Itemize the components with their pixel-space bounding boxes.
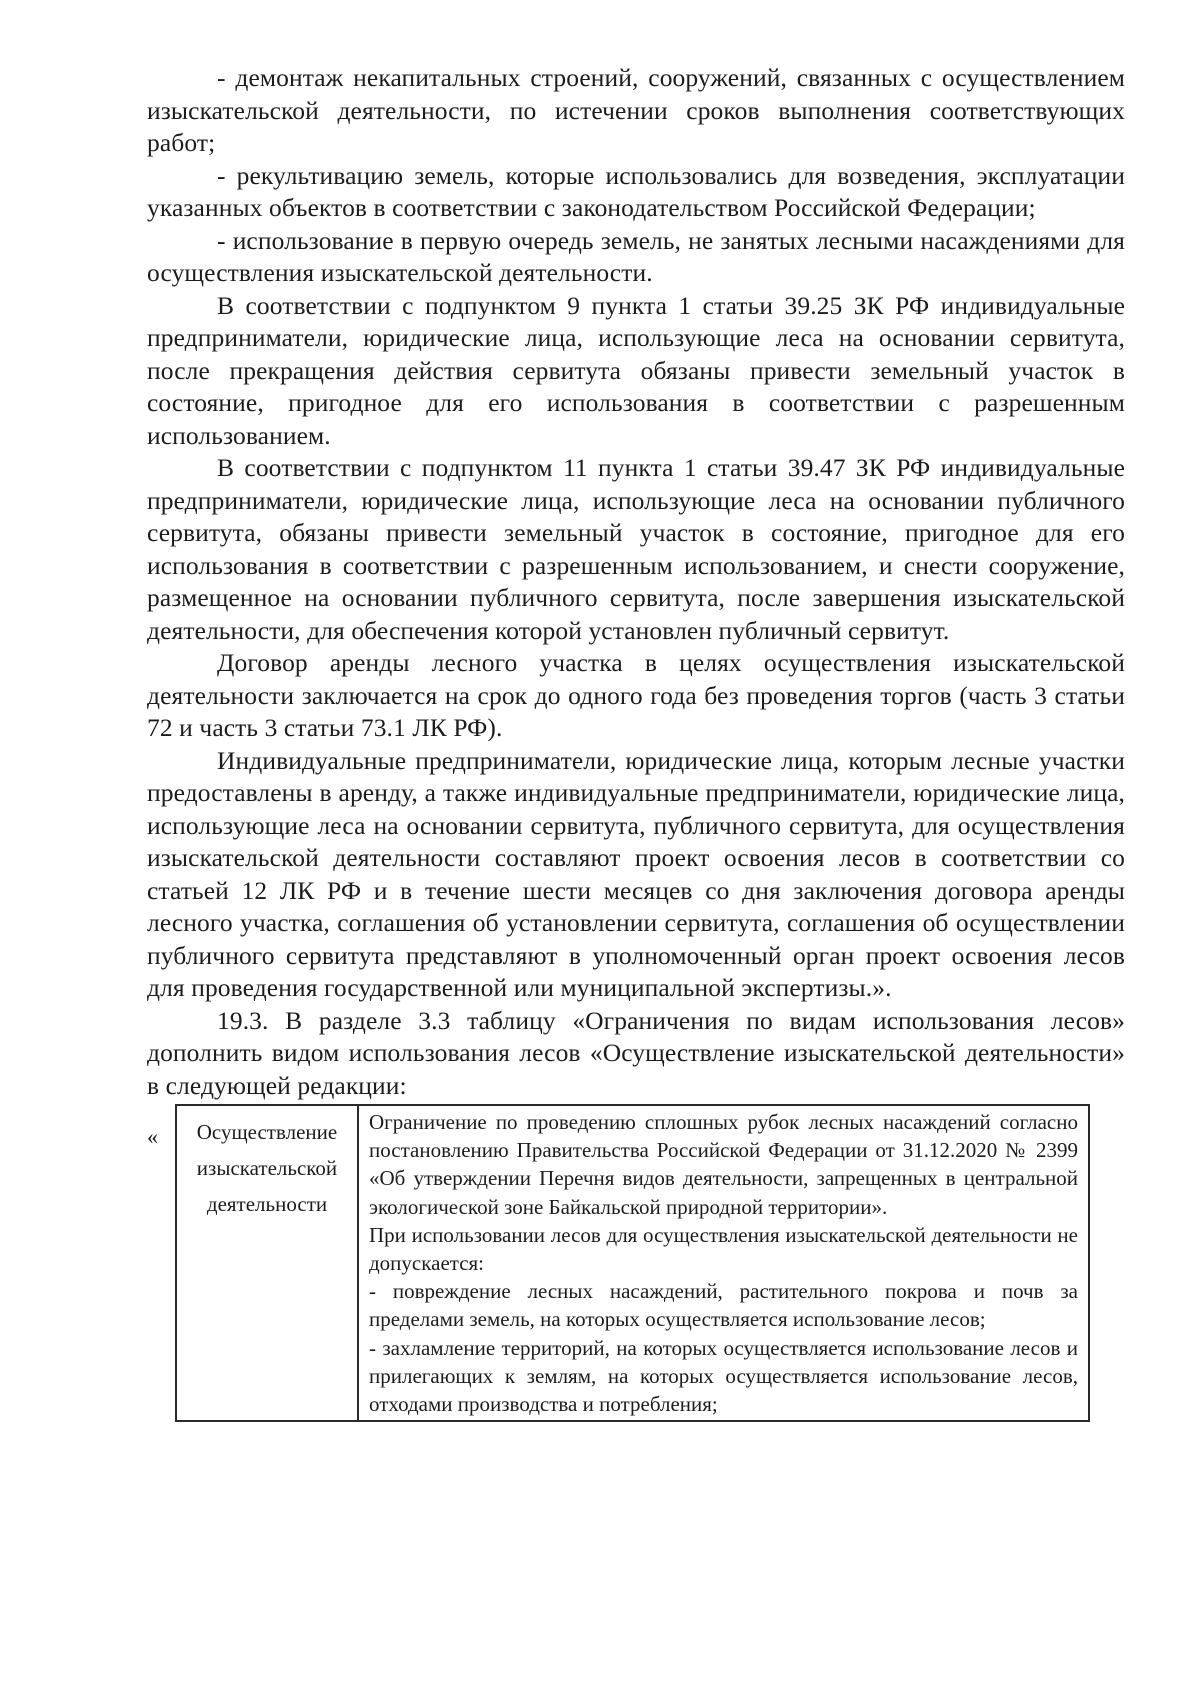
- restrictions-table: [175, 1104, 1090, 1422]
- restriction-littering: - захламление территорий, на которых осуществляется использование лесов и прилегающих к землям, на которых осуществляется использование лесов, отходами производства и потребления;: [369, 1335, 1078, 1417]
- paragraph-servitude-3925: В соответствии с подпунктом 9 пункта 1 статьи 39.25 ЗК РФ индивидуальные предприниматели, юридические лица, использующие леса на основании сервитута, после прекращения действия сервитута обязаны привести земельный участок в состояние, пригодное для его использования в соответствии с разрешенным использованием.: [147, 290, 1125, 450]
- table-row: [176, 1105, 1089, 1421]
- paragraph-item-19-3: 19.3. В разделе 3.3 таблицу «Ограничения по видам использования лесов» дополнить видом использования лесов «Осуществление изыскательской деятельности» в следующей редакции:: [147, 1005, 1125, 1100]
- restriction-not-allowed-intro: При использовании лесов для осуществления изыскательской деятельности не допускается:: [369, 1222, 1078, 1276]
- paragraph-recultivation: - рекультивацию земель, которые использовались для возведения, эксплуатации указанных объектов в соответствии с законодательством Российской Федерации;: [147, 160, 1125, 222]
- restriction-damage: - повреждение лесных насаждений, растительного покрова и почв за пределами земель, на которых осуществляется использование лесов;: [369, 1279, 1078, 1332]
- usage-type-line: Осуществление: [196, 1120, 338, 1144]
- paragraph-forest-development-project: Индивидуальные предприниматели, юридические лица, которым лесные участки предоставлены в аренду, а также индивидуальные предприниматели, юридические лица, использующие леса на основании сервитута, публичного сервитута, для осуществления изыскательской деятельности составляют проект освоения лесов в соответствии со статьей 12 ЛК РФ и в течение шести месяцев со дня заключения договора аренды лесного участка, соглашения об установлении сервитута, соглашения об осуществлении публичного сервитута представляют в уполномоченный орган проект освоения лесов для проведения государственной или муниципальной экспертизы.».: [147, 745, 1125, 1002]
- paragraph-dismantling: - демонтаж некапитальных строений, сооружений, связанных с осуществлением изыскательской деятельности, по истечении сроков выполнения соответствующих работ;: [147, 63, 1125, 157]
- restriction-clear-cutting: Ограничение по проведению сплошных рубок лесных насаждений согласно постановлению Правительства Российской Федерации от 31.12.2020 № 2399 «Об утверждении Перечня видов деятельности, запрещенных в центральной экологической зоне Байкальской природной территории».: [369, 1110, 1078, 1219]
- document-page: [147, 62, 1125, 1422]
- paragraph-public-servitude-3947: В соответствии с подпунктом 11 пункта 1 статьи 39.47 ЗК РФ индивидуальные предприниматели, юридические лица, использующие леса на основании публичного сервитута, обязаны привести земельный участок в состояние, пригодное для его использования в соответствии с разрешенным использованием, и снести сооружение, размещенное на основании публичного сервитута, после завершения изыскательской деятельности, для обеспечения которой установлен публичный сервитут.: [147, 453, 1125, 645]
- usage-type-line: деятельности: [206, 1192, 328, 1216]
- usage-type-cell: [176, 1105, 358, 1421]
- open-quote-mark: «: [147, 1124, 158, 1149]
- restrictions-table-block: [147, 1104, 1125, 1422]
- paragraph-lease-agreement: Договор аренды лесного участка в целях осуществления изыскательской деятельности заключается на срок до одного года без проведения торгов (часть 3 статьи 72 и часть 3 статьи 73.1 ЛК РФ).: [147, 648, 1125, 742]
- paragraph-land-use-priority: - использование в первую очередь земель, не занятых лесными насаждениями для осуществления изыскательской деятельности.: [147, 225, 1125, 287]
- usage-type-line: изыскательской: [196, 1156, 338, 1180]
- restrictions-cell: [358, 1105, 1089, 1421]
